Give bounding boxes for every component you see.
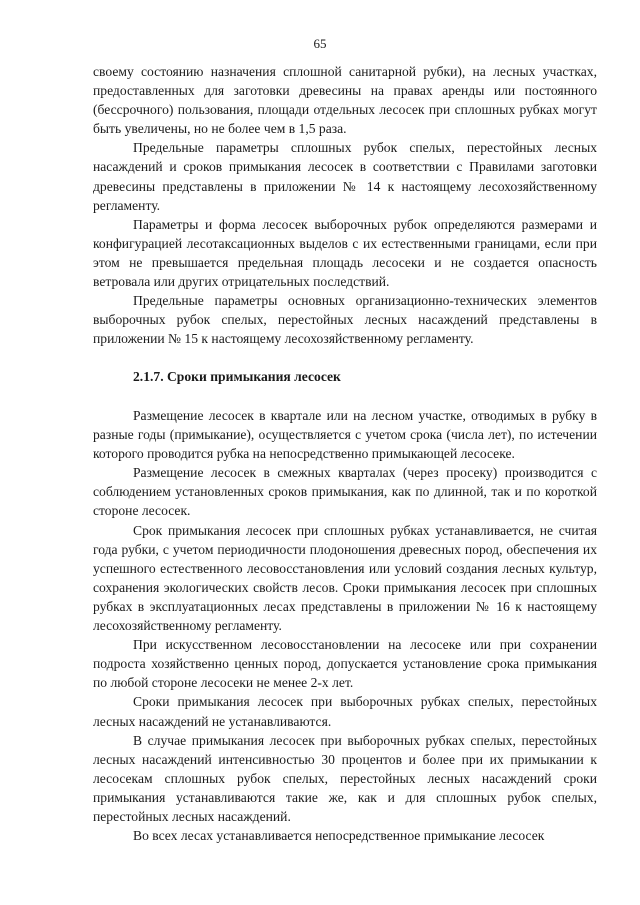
paragraph: Параметры и форма лесосек выборочных рубок определяются размерами и конфигурацией лесотаксационных выделов с их естественными границами, если при этом не превышается предельная площадь лесосеки и не создается опасность ветровала или других отрицательных последствий.: [93, 216, 597, 290]
paragraph: Размещение лесосек в смежных кварталах (через просеку) производится с соблюдением установленных сроков примыкания, как по длинной, так и по короткой стороне лесосек.: [93, 465, 597, 519]
page-number: 65: [313, 36, 327, 51]
section-heading: 2.1.7. Сроки примыкания лесосек: [133, 369, 341, 384]
paragraph: Срок примыкания лесосек при сплошных рубках устанавливается, не считая года рубки, с учетом периодичности плодоношения древесных пород, обеспечения их успешного естественного лесовосстановления или условий создания лесных культур, сохранения экологических свойств лесов. Сроки примыкания лесосек при сплошных рубках в эксплуатационных лесах представлены в приложении № 16 к настоящему лесохозяйственному регламенту.: [93, 522, 597, 634]
paragraph: своему состоянию назначения сплошной санитарной рубки), на лесных участках, предоставленных для заготовки древесины на правах аренды или постоянного (бессрочного) пользования, площади отдельных лесосек при сплошных рубках могут быть увеличены, но не более чем в 1,5 раза.: [93, 64, 597, 137]
top-text-block: [93, 62, 597, 348]
paragraph: Размещение лесосек в квартале или на лесном участке, отводимых в рубку в разные годы (примыкание), осуществляется с учетом срока (числа лет), по истечении которого проводится рубка на непосредственно примыкающей лесосеке.: [93, 408, 597, 462]
paragraph: При искусственном лесовосстановлении на лесосеке или при сохранении подроста хозяйственно ценных пород, допускается установление срока примыкания по любой стороне лесосеки не менее 2-х лет.: [93, 637, 597, 691]
section-text-block: [93, 406, 597, 845]
paragraph: Во всех лесах устанавливается непосредственное примыкание лесосек: [133, 828, 545, 844]
paragraph: Предельные параметры сплошных рубок спелых, перестойных лесных насаждений и сроков примыкания лесосек в соответствии с Правилами заготовки древесины представлены в приложении № 14 к настоящему лесохозяйственному регламенту.: [93, 140, 597, 213]
paragraph: Предельные параметры основных организационно-технических элементов выборочных рубок спелых, перестойных лесных насаждений представлены в приложении № 15 к настоящему лесохозяйственному регламенту.: [93, 293, 597, 347]
paragraph: Сроки примыкания лесосек при выборочных рубках спелых, перестойных лесных насаждений не устанавливаются.: [93, 694, 597, 729]
paragraph: В случае примыкания лесосек при выборочных рубках спелых, перестойных лесных насаждений интенсивностью 30 процентов и более при их примыкании к лесосекам сплошных рубок спелых, перестойных лесных насаждений сроки примыкания устанавливаются такие же, как и для сплошных рубок спелых, перестойных лесных насаждений.: [93, 732, 597, 824]
